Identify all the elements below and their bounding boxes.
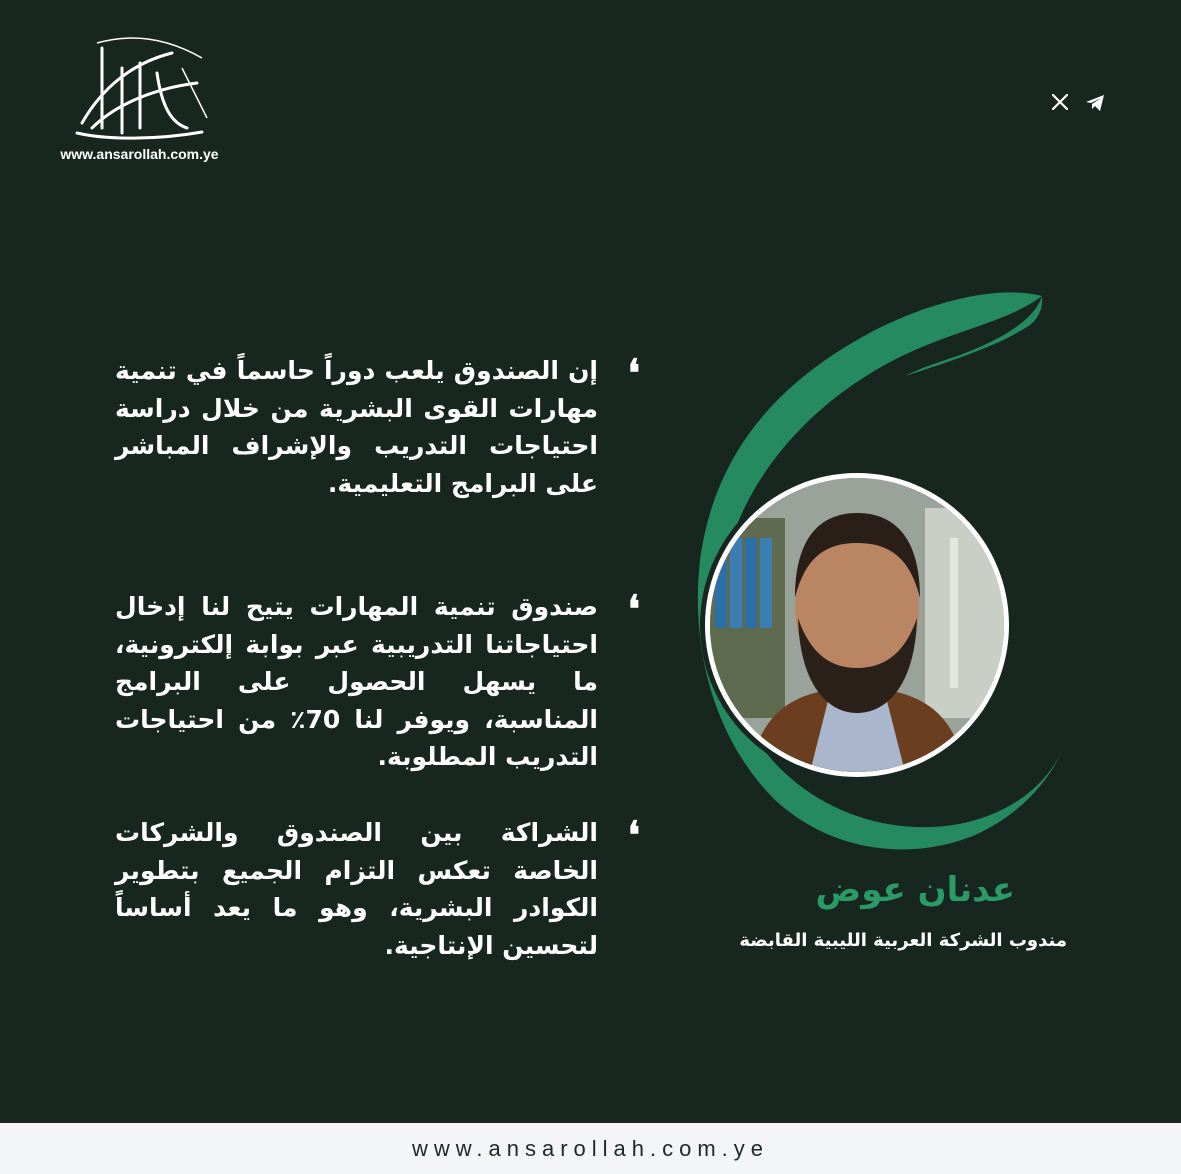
footer-bar — [0, 1123, 1181, 1174]
quote-mark-icon: ❛ — [627, 350, 640, 395]
quote-text: صندوق تنمية المهارات يتيح لنا إدخال احتياجاتنا التدريبية عبر بوابة إلكترونية، ما يسهل الحصول على البرامج المناسبة، ويوفر لنا 70٪ من احتياجات التدريب المطلوبة. — [115, 592, 598, 771]
quote-mark-icon: ❛ — [627, 586, 640, 631]
quotes-list — [115, 352, 640, 964]
footer-url[interactable]: www.ansarollah.com.ye — [411, 1135, 770, 1161]
quote-mark-icon: ❛ — [627, 812, 640, 857]
speaker-role: مندوب الشركة العربية الليبية القابضة — [739, 930, 1067, 951]
quote-text: إن الصندوق يلعب دوراً حاسماً في تنمية مهارات القوى البشرية من خلال دراسة احتياجات التدريب والإشراف المباشر على البرامج التعليمية. — [115, 356, 598, 498]
quote-item — [115, 588, 640, 814]
quote-item — [115, 814, 640, 964]
speaker-name: عدنان عوض — [815, 870, 1015, 910]
quote-text: الشراكة بين الصندوق والشركات الخاصة تعكس التزام الجميع بتطوير الكوادر البشرية، وهو ما يعد أساساً لتحسين الإنتاجية. — [115, 818, 598, 960]
speaker-photo — [710, 478, 1004, 772]
quote-item — [115, 352, 640, 588]
logo-url: www.ansarollah.com.ye — [60, 146, 219, 162]
